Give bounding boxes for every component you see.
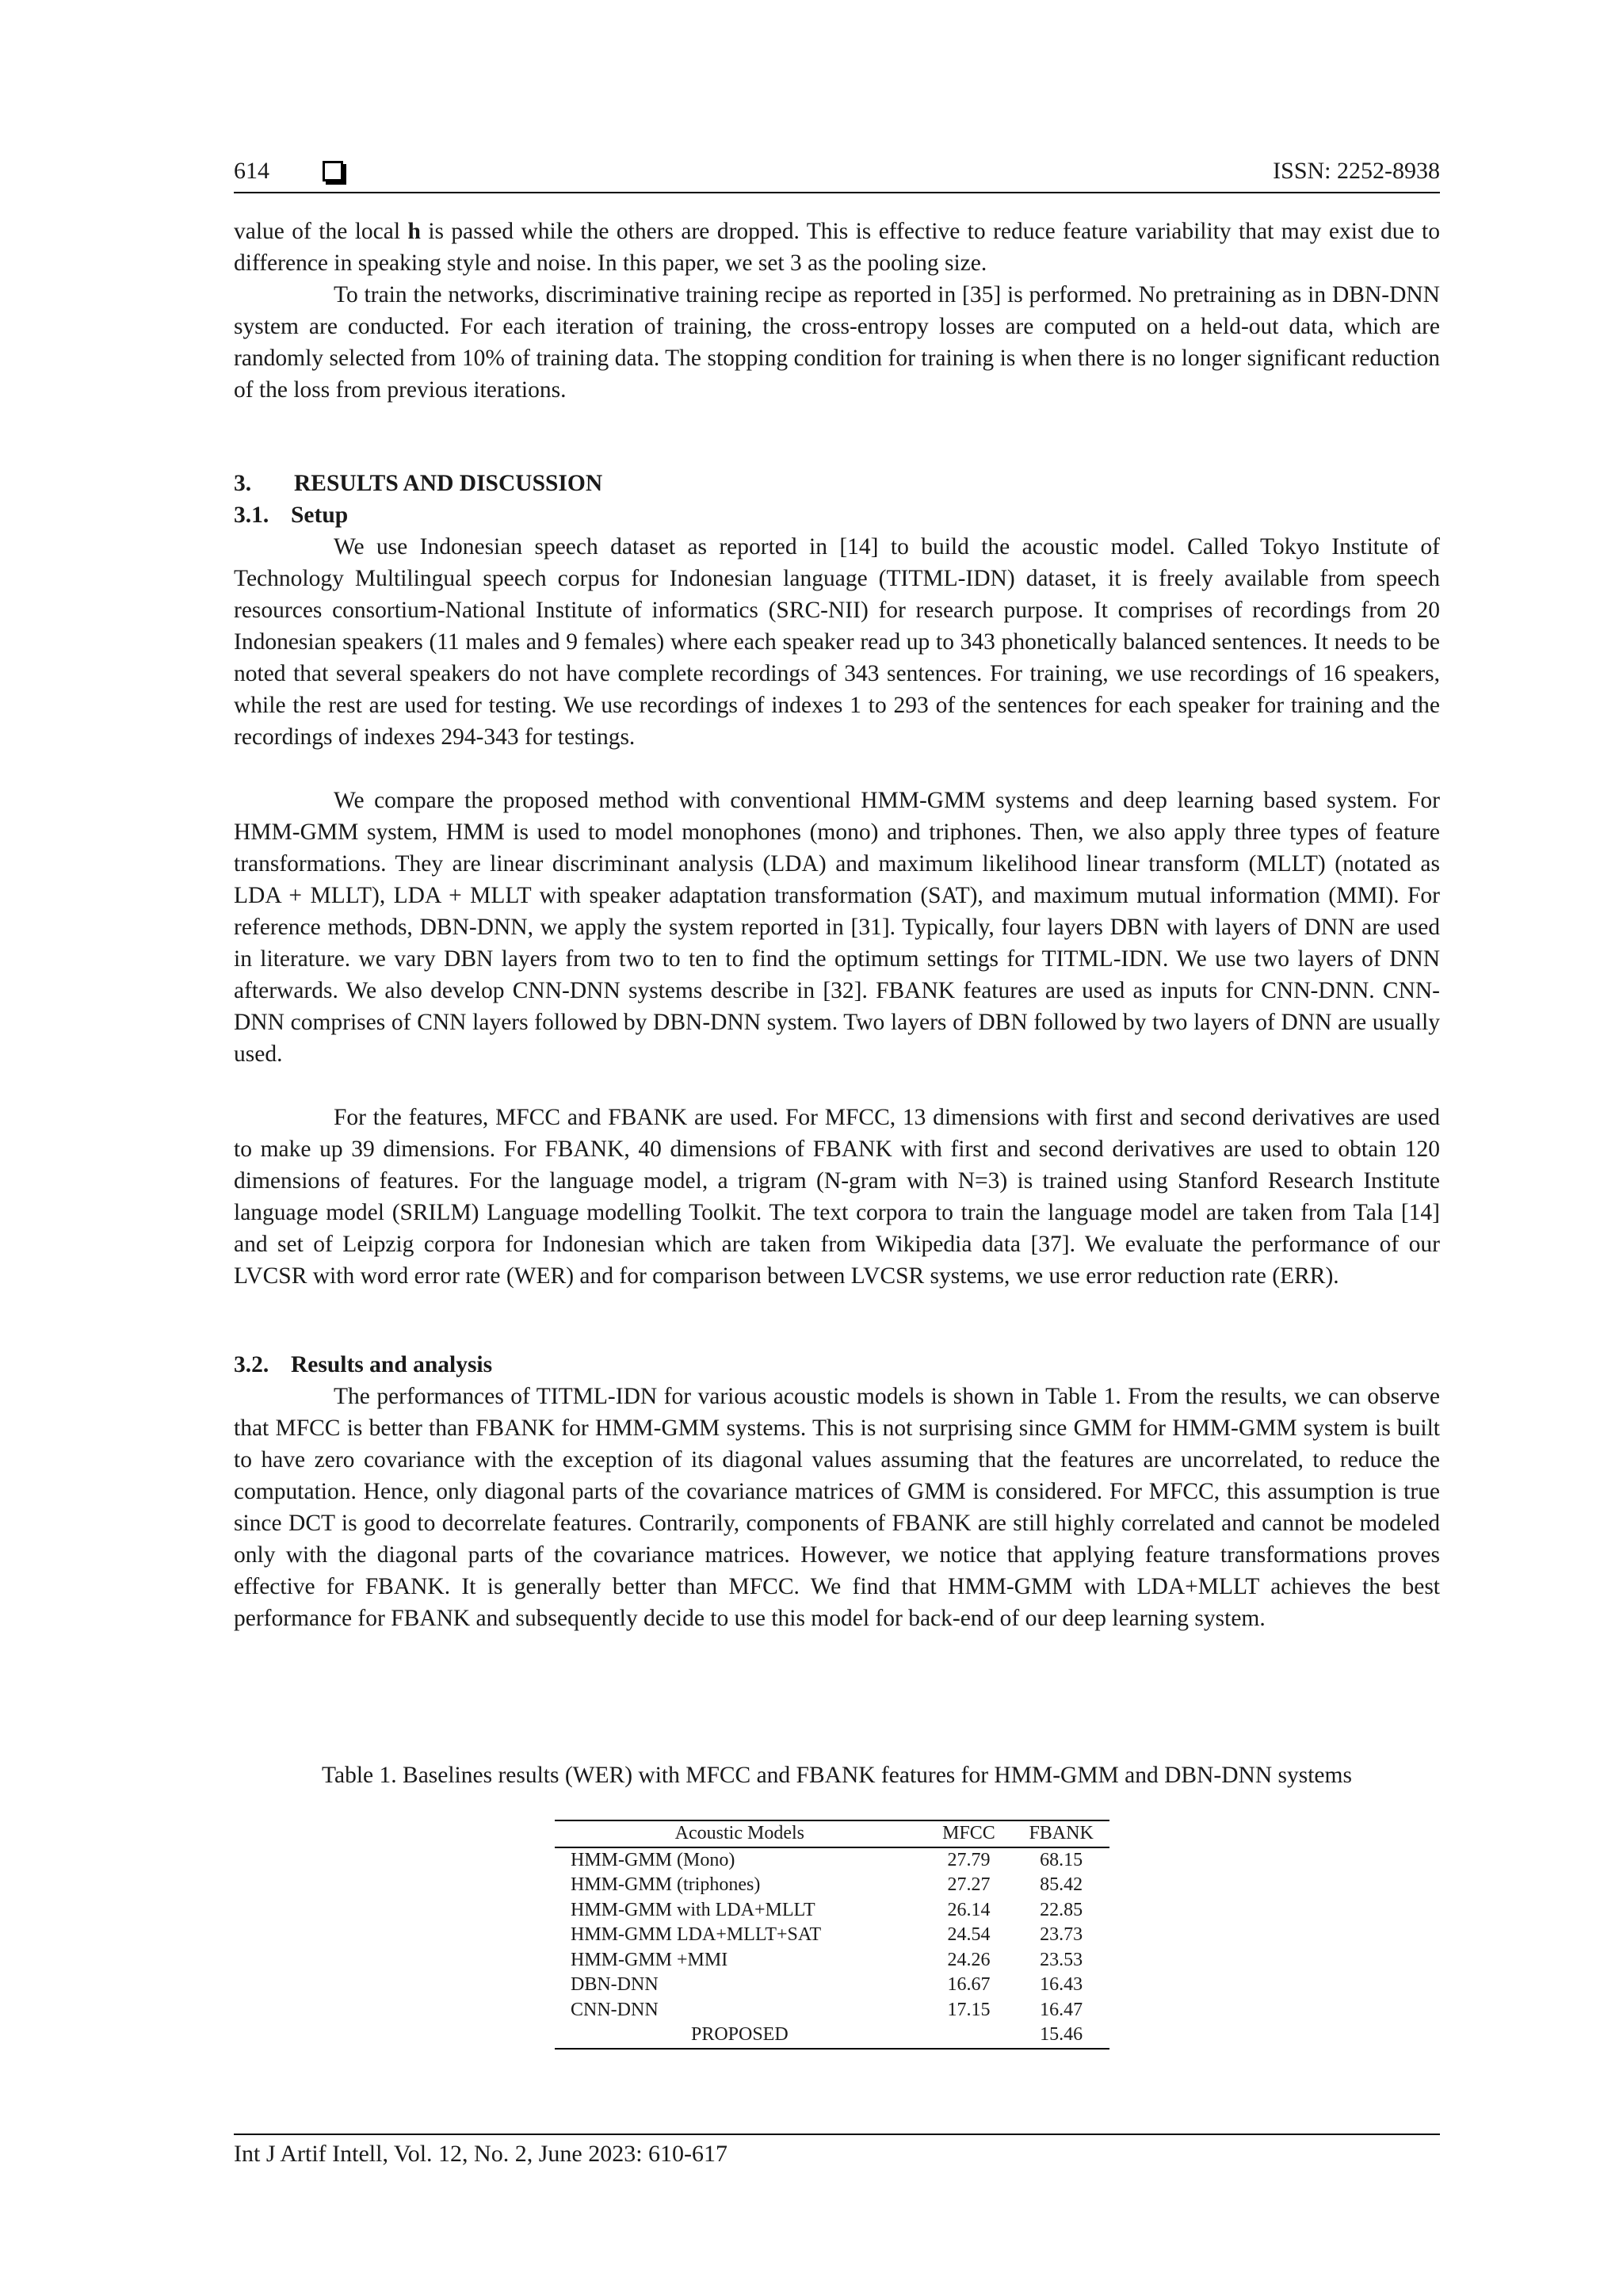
results-paragraph-1: The performances of TITML-IDN for various acoustic models is shown in Table 1. From the results, we can observe that MFCC is better than FBANK for HMM-GMM systems. This is not surprising since GMM for HMM-GMM system is built to have zero covariance with the exception of its diagonal values assuming that the features are uncorrelated, to reduce the computation. Hence, only diagonal parts of the covariance matrices of GMM is considered. For MFCC, this assumption is true since DCT is good to decorrelate features. Contrarily, components of FBANK are still highly correlated and cannot be modeled only with the diagonal parts of the covariance matrices. However, we notice that applying feature transformations proves effective for FBANK. It is generally better than MFCC. We find that HMM-GMM with LDA+MLLT achieves the best performance for FBANK and subsequently decide to use this model for back-end of our deep learning system. bbox=[234, 1384, 1440, 1631]
fbank-cell: 16.47 bbox=[1040, 1999, 1083, 2020]
fbank-cell: 22.85 bbox=[1040, 1899, 1083, 1920]
proposed-row bbox=[555, 2023, 1109, 2049]
mfcc-cell: 17.15 bbox=[947, 1999, 991, 2020]
table-row bbox=[555, 1948, 1109, 1973]
table-row bbox=[555, 1873, 1109, 1898]
fbank-cell: 68.15 bbox=[1040, 1849, 1083, 1870]
fbank-cell: 15.46 bbox=[1013, 2023, 1109, 2049]
intro-paragraph-2: To train the networks, discriminative training recipe as reported in [35] is performed. No pretraining as in DBN-DNN system are conducted. For each iteration of training, the cross-entropy losses are computed on a held-out data, which are randomly selected from 10% of training data. The stopping condition for training is when there is no longer significant reduction of the loss from previous iterations. bbox=[234, 282, 1440, 403]
model-cell: HMM-GMM with LDA+MLLT bbox=[571, 1899, 815, 1920]
model-cell: HMM-GMM LDA+MLLT+SAT bbox=[571, 1924, 822, 1945]
table-header-row bbox=[555, 1820, 1109, 1847]
model-cell: CNN-DNN bbox=[571, 1999, 659, 2020]
model-cell: HMM-GMM +MMI bbox=[571, 1949, 728, 1970]
section-heading-3: 3. RESULTS AND DISCUSSION bbox=[234, 471, 603, 496]
intro-paragraph-1: value of the local h is passed while the others are dropped. This is effective to reduce feature variability that may exist due to difference in speaking style and noise. In this paper, we set 3 as the pooling size. bbox=[234, 219, 1440, 276]
journal-citation: Int J Artif Intell, Vol. 12, No. 2, June 2023: 610-617 bbox=[234, 2141, 728, 2167]
model-cell: HMM-GMM (triphones) bbox=[571, 1874, 761, 1895]
subsection-heading-3-1: 3.1. Setup bbox=[234, 502, 349, 528]
model-cell: DBN-DNN bbox=[571, 1974, 659, 1995]
column-header: MFCC bbox=[925, 1820, 1014, 1847]
table-row bbox=[555, 1898, 1109, 1924]
proposed-model-cell: PROPOSED bbox=[555, 2023, 925, 2049]
table-caption: Table 1. Baselines results (WER) with MFCC and FBANK features for HMM-GMM and DBN-DNN systems bbox=[322, 1763, 1352, 1788]
page-footer bbox=[234, 2134, 1440, 2170]
table-row bbox=[555, 1998, 1109, 2023]
table-row bbox=[555, 1847, 1109, 1874]
mfcc-cell bbox=[925, 2023, 1014, 2049]
fbank-cell: 16.43 bbox=[1040, 1974, 1083, 1995]
table-row bbox=[555, 1973, 1109, 1998]
bold-variable: h bbox=[407, 219, 421, 244]
mfcc-cell: 27.27 bbox=[947, 1874, 991, 1895]
mfcc-cell: 24.26 bbox=[947, 1949, 991, 1970]
results-table bbox=[555, 1820, 1109, 2050]
mfcc-cell: 27.79 bbox=[947, 1849, 991, 1870]
mfcc-cell: 26.14 bbox=[947, 1899, 991, 1920]
column-header: Acoustic Models bbox=[555, 1820, 925, 1847]
fbank-cell: 23.53 bbox=[1040, 1949, 1083, 1970]
setup-paragraph-1: We use Indonesian speech dataset as reported in [14] to build the acoustic model. Called Tokyo Institute of Technology Multilingual speech corpus for Indonesian language (TITML-IDN) dataset, it is freely available from speech resources consortium-National Institute of informatics (SRC-NII) for research purpose. It comprises of recordings from 20 Indonesian speakers (11 males and 9 females) where each speaker read up to 343 phonetically balanced sentences. It needs to be noted that several speakers do not have complete recordings of 343 sentences. For training, we use recordings of 16 speakers, while the rest are used for testing. We use recordings of indexes 1 to 293 of the sentences for each speaker for training and the recordings of indexes 294-343 for testings. bbox=[234, 534, 1440, 750]
fbank-cell: 23.73 bbox=[1040, 1924, 1083, 1945]
column-header: FBANK bbox=[1013, 1820, 1109, 1847]
setup-paragraph-3: For the features, MFCC and FBANK are used. For MFCC, 13 dimensions with first and second derivatives are used to make up 39 dimensions. For FBANK, 40 dimensions of FBANK with first and second derivatives are used to obtain 120 dimensions of features. For the language model, a trigram (N-gram with N=3) is trained using Stanford Research Institute language model (SRILM) Language modelling Toolkit. The text corpora to train the language model are taken from Tala [14] and set of Leipzig corpora for Indonesian which are taken from Wikipedia data [37]. We evaluate the performance of our LVCSR with word error rate (WER) and for comparison between LVCSR systems, we use error reduction rate (ERR). bbox=[234, 1105, 1440, 1289]
square-bullet-icon bbox=[323, 161, 343, 181]
page-header bbox=[234, 155, 1440, 193]
setup-paragraph-2: We compare the proposed method with conventional HMM-GMM systems and deep learning based system. For HMM-GMM system, HMM is used to model monophones (mono) and triphones. Then, we also apply three types of feature transformations. They are linear discriminant analysis (LDA) and maximum likelihood linear transform (MLLT) (notated as LDA + MLLT), LDA + MLLT with speaker adaptation transformation (SAT), and maximum mutual information (MMI). For reference methods, DBN-DNN, we apply the system reported in [31]. Typically, four layers DBN with layers of DNN are used in literature. we vary DBN layers from two to ten to find the optimum settings for TITML-IDN. We use two layers of DNN afterwards. We also develop CNN-DNN systems describe in [32]. FBANK features are used as inputs for CNN-DNN. CNN-DNN comprises of CNN layers followed by DBN-DNN system. Two layers of DBN followed by two layers of DNN are usually used. bbox=[234, 788, 1440, 1067]
mfcc-cell: 16.67 bbox=[947, 1974, 991, 1995]
subsection-heading-3-2: 3.2. Results and analysis bbox=[234, 1352, 493, 1377]
model-cell: HMM-GMM (Mono) bbox=[571, 1849, 735, 1870]
page-number: 614 bbox=[234, 158, 269, 184]
issn: ISSN: 2252-8938 bbox=[1273, 158, 1440, 184]
mfcc-cell: 24.54 bbox=[947, 1924, 991, 1945]
table-row bbox=[555, 1923, 1109, 1948]
fbank-cell: 85.42 bbox=[1040, 1874, 1083, 1895]
